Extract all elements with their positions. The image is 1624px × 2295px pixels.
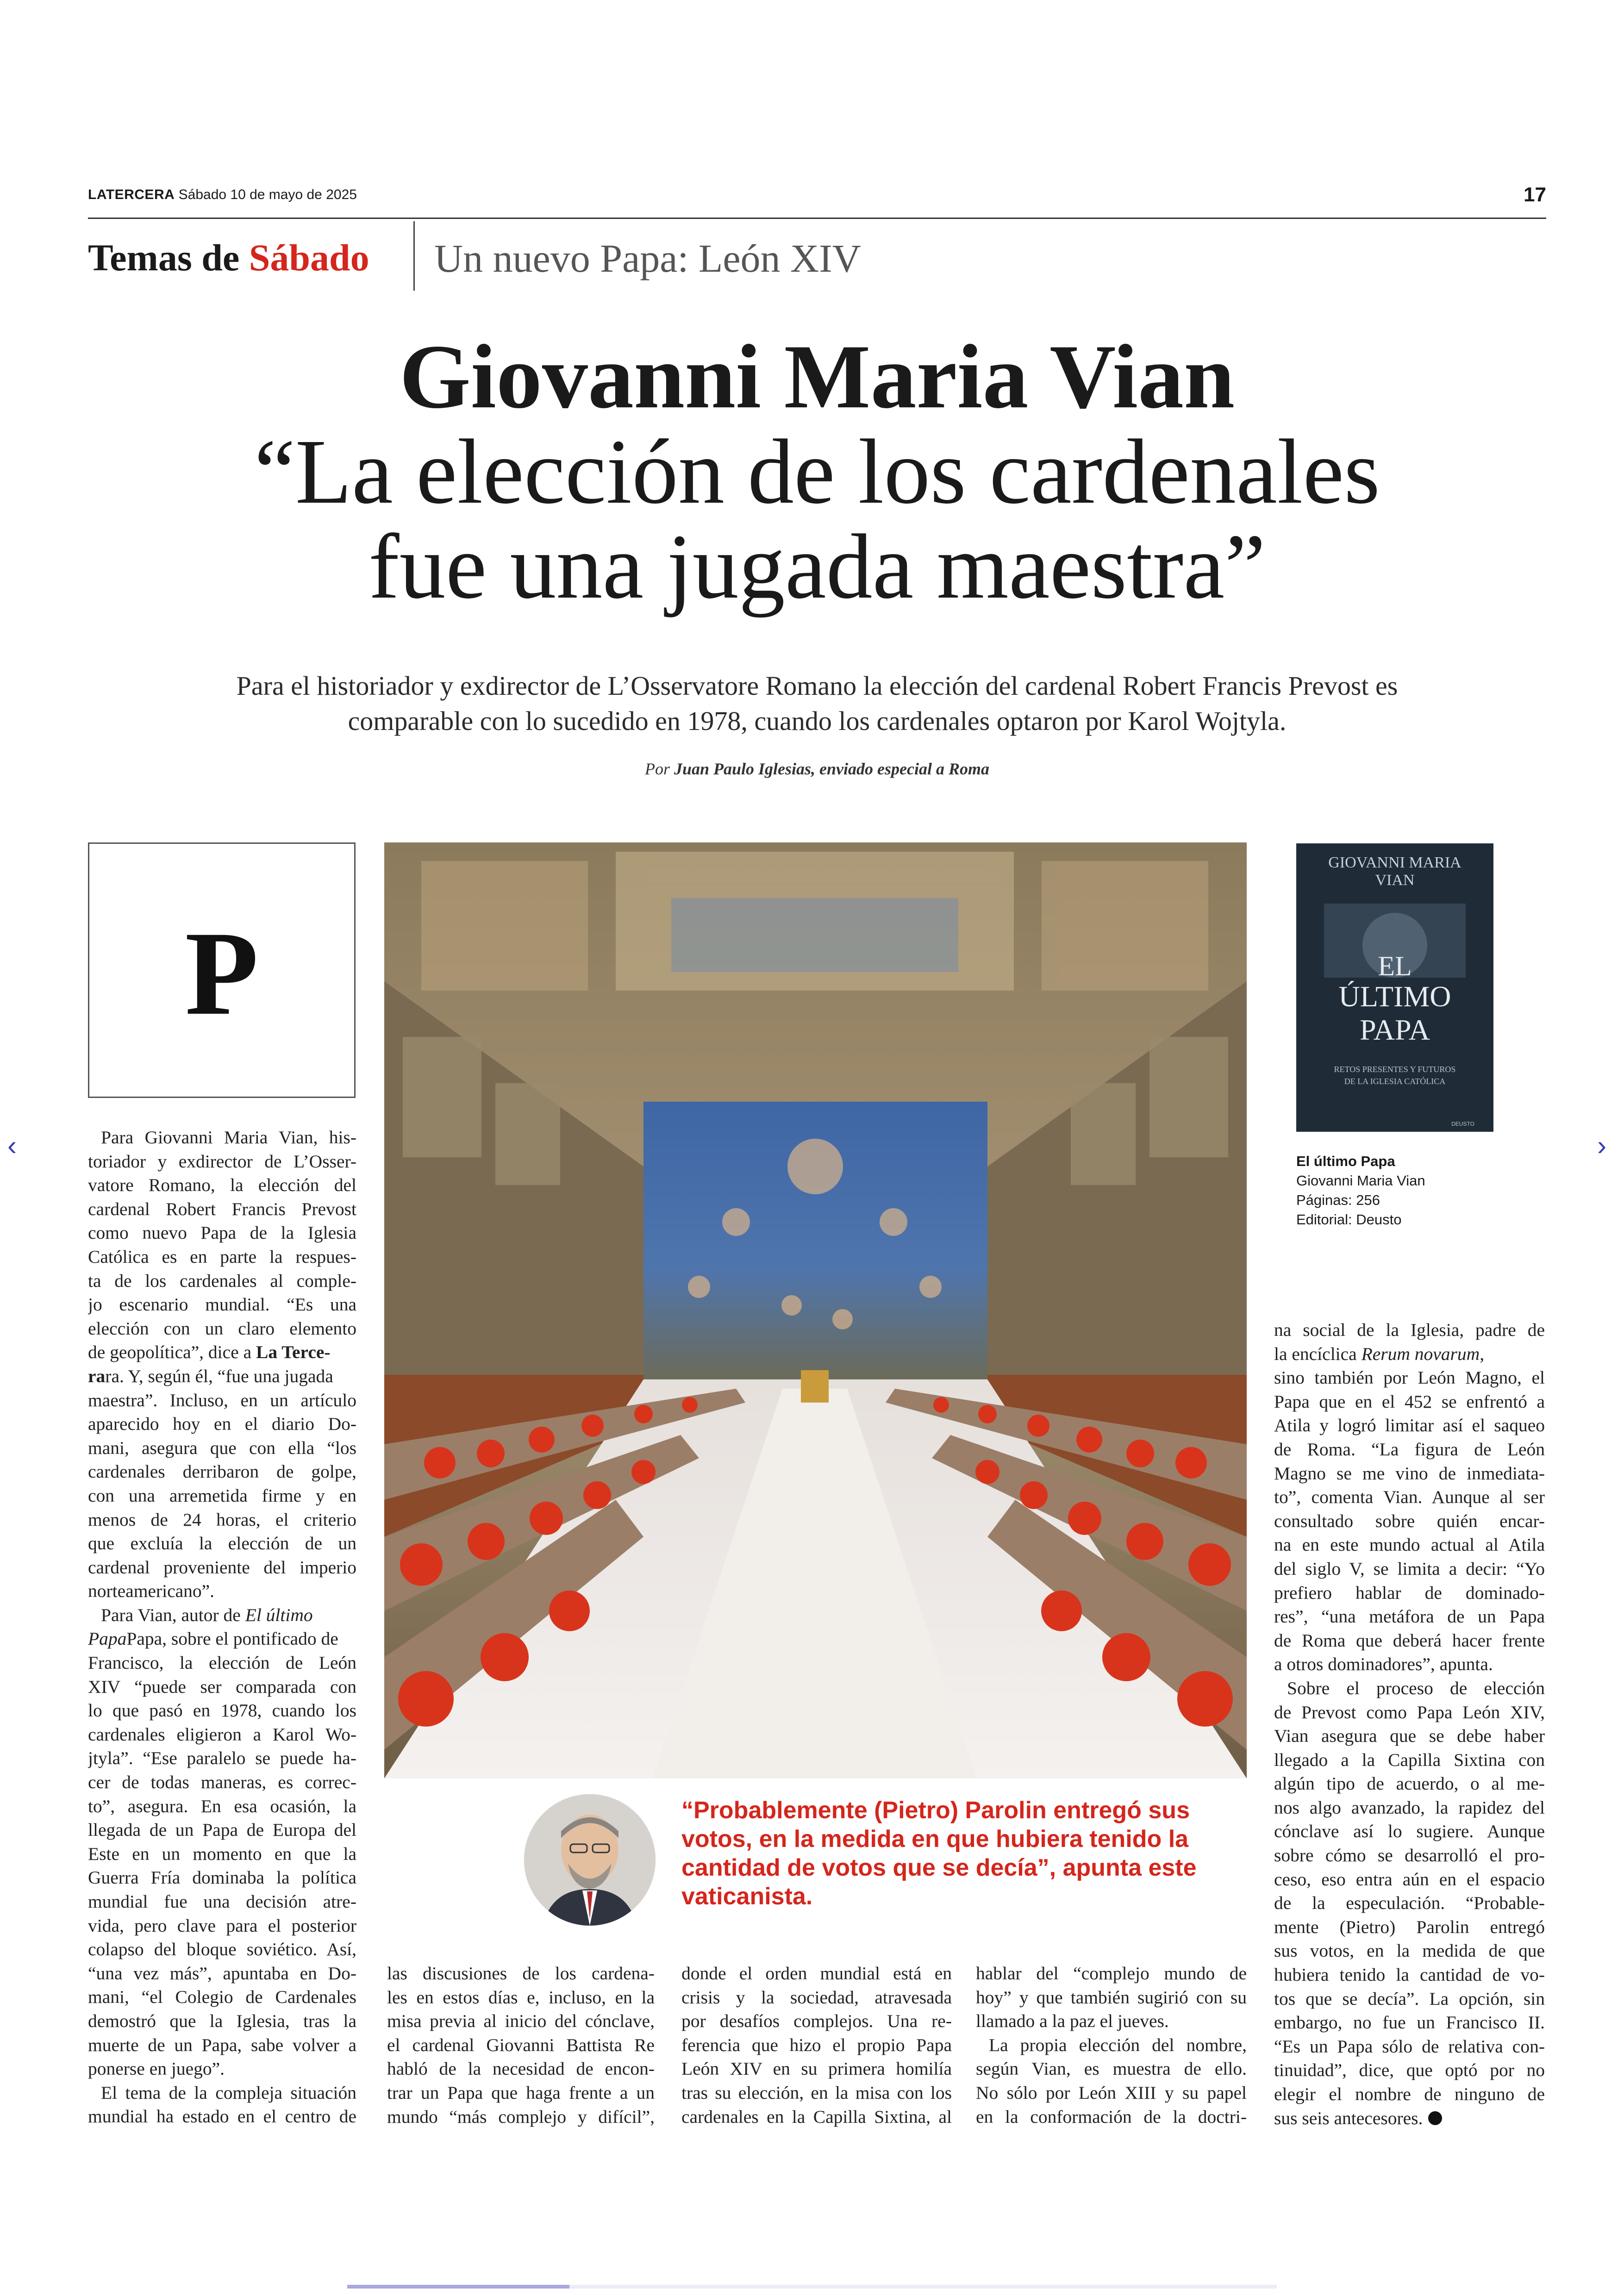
text-line: sino también por León Magno, el <box>1274 1367 1545 1388</box>
text-run-bold: ra <box>88 1366 106 1386</box>
book-info-title: El último Papa <box>1296 1153 1395 1169</box>
deck-line-1: Para el historiador y exdirector de L’Osservatore Romano la elección del cardenal Robert Francis Prevost es <box>236 671 1398 701</box>
page-number: 17 <box>1524 183 1546 206</box>
body-column-5 <box>1274 1318 1545 2130</box>
text-line: con una arremetida firme y en <box>88 1485 356 1506</box>
text-line <box>88 1627 356 1651</box>
text-line: donde el orden mundial está en <box>681 1963 952 1983</box>
byline-prefix: Por <box>644 760 674 778</box>
text-line: hablar del “complejo mundo de <box>976 1963 1247 1983</box>
page-folio <box>88 183 1546 215</box>
issue-date: Sábado 10 de mayo de 2025 <box>178 187 357 202</box>
book-cover-sub-1: RETOS PRESENTES Y FUTUROS <box>1334 1065 1456 1074</box>
text-line: como nuevo Papa de la Iglesia <box>88 1222 356 1243</box>
text-line: mani, “el Colegio de Cardenales <box>88 1987 356 2008</box>
text-line: Atila y logró limitar así el saqueo <box>1274 1415 1545 1436</box>
text-line: nos algo avanzado, la rapidez del <box>1274 1797 1545 1818</box>
text-line: Sobre el proceso de elección <box>1287 1678 1545 1698</box>
text-line: llamado a la paz el jueves. <box>976 2011 1169 2032</box>
text-line: norteamericano”. <box>88 1581 215 1602</box>
text-line: mundial fue una decisión atre- <box>88 1891 356 1912</box>
text-line: toriador y exdirector de L’Osser- <box>88 1151 356 1172</box>
book-cover-title-2: ÚLTIMO <box>1338 980 1451 1013</box>
text-line: habló de la necesidad de encon- <box>387 2058 655 2079</box>
text-line: Guerra Fría dominaba la política <box>88 1867 356 1888</box>
text-line: “Es un Papa sólo de relativa con- <box>1274 2036 1545 2057</box>
section-label-temas: Temas de <box>88 237 249 279</box>
text-line: les en estos días e, incluso, en la <box>387 1987 655 2008</box>
body-column-4 <box>976 1962 1247 2129</box>
section-initial-box <box>88 842 356 1098</box>
text-line: Papa que en el 452 se enfrentó a <box>1274 1391 1545 1412</box>
text-line: cardenales eligieron a Karol Wo- <box>88 1724 356 1745</box>
text-line: na social de la Iglesia, padre de <box>1274 1320 1545 1340</box>
text-run: la encíclica <box>1274 1343 1362 1364</box>
end-mark-icon <box>1428 2111 1442 2125</box>
headline-quote-line-2: fue una jugada maestra” <box>369 516 1266 618</box>
sistine-chapel-photo <box>384 842 1247 1778</box>
text-run-bold: La Terce- <box>256 1342 331 1363</box>
text-line: Francisco, la elección de León <box>88 1653 356 1673</box>
text-line: consultado sobre quién encar- <box>1274 1510 1545 1531</box>
text-line: en la conformación de la doctri- <box>976 2106 1247 2127</box>
text-line: Para Giovanni Maria Vian, his- <box>101 1127 356 1148</box>
pull-quote <box>681 1796 1251 1911</box>
text-line: XIV “puede ser comparada con <box>88 1676 356 1697</box>
text-line: el cardenal Giovanni Battista Re <box>387 2034 655 2055</box>
previous-page-button[interactable]: ‹ <box>7 1130 17 1161</box>
text-line: muerte de un Papa, sabe volver a <box>88 2034 356 2055</box>
section-label-sabado: Sábado <box>249 237 369 279</box>
pull-quote-line: vaticanista. <box>681 1883 813 1910</box>
text-line: sobre cómo se desarrolló el pro- <box>1274 1845 1545 1866</box>
body-column-1 <box>88 1126 356 2129</box>
text-line: colapso del bloque soviético. Así, <box>88 1939 356 1960</box>
text-line: crisis y la sociedad, atravesada <box>681 1987 952 2008</box>
text-line: mente (Pietro) Parolin entregó <box>1274 1916 1545 1937</box>
text-line: lo que pasó en 1978, cuando los <box>88 1700 356 1721</box>
book-cover <box>1296 843 1493 1132</box>
text-line <box>88 1365 356 1389</box>
book-cover-art <box>1296 843 1493 1132</box>
book-info-publisher: Editorial: Deusto <box>1296 1211 1402 1228</box>
text-line: cardenales derribaron de golpe, <box>88 1461 356 1482</box>
text-line: ferencia que hizo el propio Papa <box>681 2034 952 2055</box>
book-cover-publisher: DEUSTO <box>1451 1121 1474 1127</box>
text-line: hoy” y que también sugirió con su <box>976 1987 1247 2008</box>
folio-brand-date <box>88 187 357 203</box>
text-line: ceso, eso entra aún en el espacio <box>1274 1869 1545 1890</box>
book-cover-author-2: VIAN <box>1375 872 1415 889</box>
text-line: León XIV en su primera homilía <box>681 2058 952 2079</box>
text-run: Papa, sobre el pontificado de <box>126 1628 338 1649</box>
text-line: según Vian, es muestra de ello. <box>976 2058 1247 2079</box>
text-line: misa previa al inicio del cónclave, <box>387 2011 655 2032</box>
text-line: tras su elección, en la misa con los <box>681 2082 952 2103</box>
section-initial-letter: P <box>185 907 259 1040</box>
text-line: to”, asegura. En esa ocasión, la <box>88 1796 356 1816</box>
text-run: sus seis antecesores. <box>1274 2108 1423 2128</box>
text-line: elección con un claro elemento <box>88 1318 356 1339</box>
text-line: embargo, no fue un Francisco II. <box>1274 2012 1545 2033</box>
text-line: na en este mundo actual al Atila <box>1274 1534 1545 1555</box>
folio-divider <box>88 218 1546 219</box>
author-portrait <box>524 1794 656 1926</box>
text-line: Este en un momento en que la <box>88 1843 356 1864</box>
deck-line-2: comparable con lo sucedido en 1978, cuando los cardenales optaron por Karol Wojtyla. <box>348 706 1287 736</box>
text-line <box>1274 2107 1545 2131</box>
text-line: las discusiones de los cardena- <box>387 1963 655 1983</box>
text-line: de Roma. “La figura de León <box>1274 1439 1545 1459</box>
text-run: de geopolítica”, dice a <box>88 1342 256 1363</box>
text-line: de la especulación. “Probable- <box>1274 1893 1545 1914</box>
text-run: , <box>1480 1343 1485 1364</box>
text-line: cer de todas maneras, es correc- <box>88 1772 356 1793</box>
book-cover-title-1: EL <box>1378 951 1412 981</box>
text-run-italic: Rerum novarum <box>1361 1343 1480 1364</box>
newspaper-brand: LATERCERA <box>88 187 175 202</box>
text-line: El tema de la compleja situación <box>101 2082 356 2103</box>
headline-quote-line-1: “La elección de los cardenales <box>254 421 1380 523</box>
portrait-illustration <box>524 1794 656 1926</box>
text-line: a otros dominadores”, apunta. <box>1274 1654 1493 1675</box>
text-line: ponerse en juego”. <box>88 2058 225 2079</box>
section-subtitle: Un nuevo Papa: León XIV <box>434 236 861 281</box>
section-divider <box>413 221 415 291</box>
text-line: cardenal proveniente del imperio <box>88 1557 356 1578</box>
text-line: elegir el nombre de ninguno de <box>1274 2084 1545 2104</box>
sistine-chapel-illustration <box>384 842 1247 1778</box>
book-info <box>1296 1152 1537 1229</box>
byline-author: Juan Paulo Iglesias, enviado especial a Roma <box>674 760 989 778</box>
text-run: ra. Y, según él, “fue una jugada <box>105 1366 333 1386</box>
text-line: prefiero hablar de dominado- <box>1274 1582 1545 1603</box>
pull-quote-line: cantidad de votos que se decía”, apunta este <box>681 1854 1197 1881</box>
text-line: tinuidad”, dice, que optó por no <box>1274 2060 1545 2081</box>
text-line: No sólo por León XIII y su papel <box>976 2082 1247 2103</box>
text-line: que excluía la elección de un <box>88 1533 356 1554</box>
text-line: res”, “una metáfora de un Papa <box>1274 1606 1545 1627</box>
text-line: mundial ha estado en el centro de <box>88 2106 356 2127</box>
book-cover-title-3: PAPA <box>1360 1013 1430 1046</box>
text-line: mundo “más complejo y difícil”, <box>387 2106 655 2127</box>
text-line <box>88 1341 356 1365</box>
text-line: menos de 24 horas, el criterio <box>88 1509 356 1530</box>
text-line: vatore Romano, la elección del <box>88 1175 356 1196</box>
text-line: de Roma que deberá hacer frente <box>1274 1630 1545 1651</box>
pull-quote-line: votos, en la medida en que hubiera tenido la <box>681 1826 1189 1852</box>
text-line: llegada de un Papa de Europa del <box>88 1820 356 1840</box>
text-line: del siglo V, se limita a decir: “Yo <box>1274 1558 1545 1579</box>
scroll-thumb[interactable] <box>347 2285 569 2289</box>
text-line: hubiera tenido la cantidad de vo- <box>1274 1964 1545 1985</box>
text-line: mani, asegura que con ella “los <box>88 1437 356 1458</box>
text-line: sus votos, en la medida de que <box>1274 1940 1545 1961</box>
text-line: “una vez más”, apuntaba en Do- <box>88 1963 356 1983</box>
text-line: to”, comenta Vian. Aunque al ser <box>1274 1487 1545 1508</box>
text-line: demostró que la Iglesia, tras la <box>88 2010 356 2031</box>
text-line: maestra”. Incluso, en un artículo <box>88 1390 356 1410</box>
text-line: algún tipo de acuerdo, o al me- <box>1274 1773 1545 1794</box>
text-line: llegado a la Capilla Sixtina con <box>1274 1749 1545 1770</box>
text-line: jtyla”. “Ese paralelo se puede ha- <box>88 1748 356 1769</box>
text-line: cónclave así lo sugiere. Aunque <box>1274 1821 1545 1842</box>
text-run: Para Vian, autor de <box>101 1604 245 1625</box>
text-line: aparecido hoy en el diario Do- <box>88 1414 356 1434</box>
text-line: cardenales en la Capilla Sixtina, al <box>681 2106 952 2127</box>
text-line: Vian asegura que se debe haber <box>1274 1726 1545 1746</box>
headline-name: Giovanni Maria Vian <box>399 326 1235 427</box>
next-page-button[interactable]: › <box>1597 1130 1606 1161</box>
book-cover-sub-2: DE LA IGLESIA CATÓLICA <box>1344 1077 1446 1086</box>
text-line: cardenal Robert Francis Prevost <box>88 1198 356 1219</box>
book-info-pages: Páginas: 256 <box>1296 1192 1380 1208</box>
text-line: La propia elección del nombre, <box>989 2034 1247 2055</box>
text-line <box>1274 1342 1545 1366</box>
text-line: por desafíos complejos. Una re- <box>681 2011 952 2032</box>
text-line: ta de los cardenales al comple- <box>88 1270 356 1291</box>
text-run-italic: El último <box>245 1604 313 1625</box>
section-label <box>88 236 369 280</box>
text-line: Católica es en parte la respues- <box>88 1246 356 1267</box>
text-run-italic: Papa <box>88 1628 127 1649</box>
text-line: jo escenario mundial. “Es una <box>88 1294 356 1315</box>
body-column-2 <box>387 1962 655 2129</box>
book-info-author: Giovanni Maria Vian <box>1296 1172 1425 1189</box>
text-line: Magno se me vino de inmediata- <box>1274 1463 1545 1484</box>
text-line <box>88 1603 356 1628</box>
text-line: vida, pero clave para el posterior <box>88 1915 356 1936</box>
book-cover-author-1: GIOVANNI MARIA <box>1328 854 1462 871</box>
text-line: de Prevost como Papa León XIV, <box>1274 1702 1545 1722</box>
byline <box>88 759 1546 779</box>
text-line: tos que se decía”. La opción, sin <box>1274 1988 1545 2009</box>
body-column-3 <box>681 1962 952 2129</box>
pull-quote-line: “Probablemente (Pietro) Parolin entregó sus <box>681 1797 1190 1824</box>
text-line: trar un Papa que haga frente a un <box>387 2082 655 2103</box>
